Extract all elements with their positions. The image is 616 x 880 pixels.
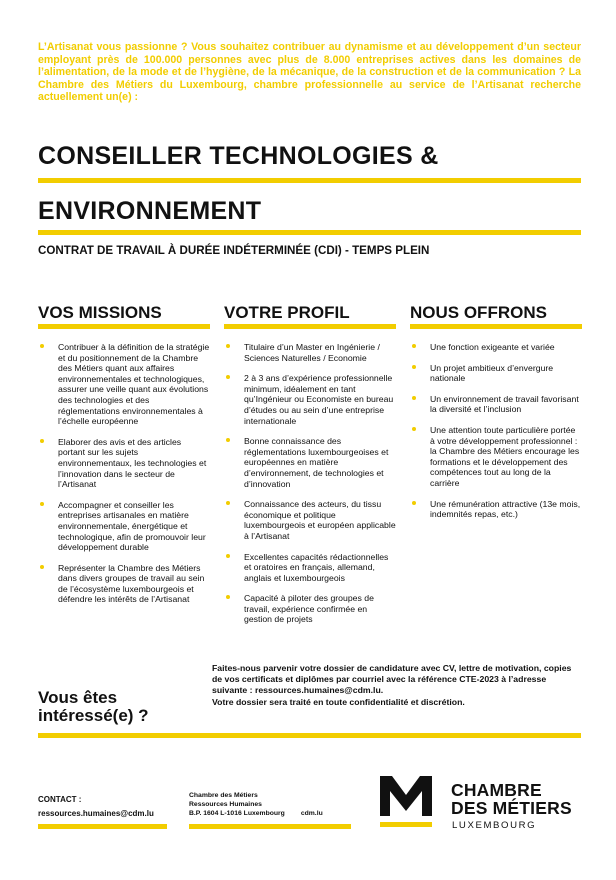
offer-column (410, 303, 582, 530)
chambre-des-metiers-logo-icon (380, 776, 432, 816)
bullet-icon (226, 595, 230, 599)
bullet-icon (412, 396, 416, 400)
missions-list (38, 342, 210, 605)
bullet-icon (226, 375, 230, 379)
contact-block (38, 795, 154, 818)
list-item-text: Représenter la Chambre des Métiers dans divers groupes de travail au sein de l’écosystème luxembourgeois et défendre les intérêts de l’Artisanat (58, 562, 205, 605)
list-item-text: Connaissance des acteurs, du tissu économique et politique luxembourgeois et européen applicable à l’Artisanat (244, 499, 396, 541)
list-item (410, 394, 582, 415)
list-item (224, 499, 396, 541)
list-item-text: 2 à 3 ans d’expérience professionnelle minimum, idéalement en tant qu’Ingénieur ou Economiste en bureau d’études ou au sein d’une entreprise internationale (244, 373, 394, 426)
confidentiality-text: Votre dossier sera traité en toute confidentialité et discrétion. (212, 696, 465, 707)
logo-underline (380, 822, 432, 827)
address-line-3: B.P. 1604 L-1016 Luxembourg (189, 810, 285, 817)
bullet-icon (226, 344, 230, 348)
list-item (410, 425, 582, 489)
profile-heading-underline (224, 324, 396, 329)
bullet-icon (226, 501, 230, 505)
list-item (224, 342, 396, 363)
bullet-icon (40, 344, 44, 348)
list-item (224, 593, 396, 625)
contact-underline (38, 824, 167, 829)
application-instructions (212, 663, 582, 708)
list-item-text: Une fonction exigeante et variée (430, 342, 555, 352)
missions-heading: VOS MISSIONS (38, 303, 162, 322)
logo-text-line-1: CHAMBRE (451, 780, 542, 800)
bullet-icon (40, 439, 44, 443)
bullet-icon (226, 438, 230, 442)
interest-underline (38, 733, 581, 738)
bullet-icon (40, 502, 44, 506)
interest-line-2: intéressé(e) ? (38, 706, 149, 725)
address-line-1: Chambre des Métiers (189, 792, 258, 799)
list-item-text: Un environnement de travail favorisant la diversité et l’inclusion (430, 393, 579, 415)
list-item-text: Bonne connaissance des réglementations luxembourgeoises et européennes en matière d’environnement, de technologies et d’innovation (244, 436, 389, 489)
bullet-icon (412, 501, 416, 505)
list-item (410, 363, 582, 384)
list-item (410, 342, 582, 353)
bullet-icon (412, 344, 416, 348)
profile-list (224, 342, 396, 625)
list-item (38, 437, 210, 490)
list-item-text: Une attention toute particulière portée à votre développement professionnel : la Chambre des Métiers encourage les formations et le développement des compétences tout au long de la carrière (430, 424, 580, 488)
title-underline-1 (38, 178, 581, 183)
list-item (410, 499, 582, 520)
application-text: Faites-nous parvenir votre dossier de candidature avec CV, lettre de motivation, copies de vos certificats et diplômes par courriel avec la référence CTE-2023 à l’adresse suivante : ressources.humaines@cdm.lu. (212, 663, 572, 696)
list-item (38, 500, 210, 553)
offer-heading-underline (410, 324, 582, 329)
bullet-icon (40, 565, 44, 569)
logo-text-line-3: LUXEMBOURG (452, 820, 537, 831)
contract-type: CONTRAT DE TRAVAIL À DURÉE INDÉTERMINÉE (CDI) - TEMPS PLEIN (38, 244, 430, 257)
bullet-icon (412, 427, 416, 431)
list-item-text: Une rémunération attractive (13e mois, indemnités repas, etc.) (430, 498, 581, 520)
list-item (224, 552, 396, 584)
logo-text-line-2: DES MÉTIERS (451, 798, 572, 818)
intro-paragraph: L’Artisanat vous passionne ? Vous souhaitez contribuer au dynamisme et au développement d’un secteur employant près de 100.000 personnes avec plus de 8.000 entreprises actives dans les domaines de l’alimentation, de la mode et de l’hygiène, de la mécanique, de la construction et de la communication ? La Chambre des Métiers du Luxembourg, chambre professionnelle au service de l’Artisanat recherche actuellement un(e) : (38, 41, 581, 104)
job-title-line-2: ENVIRONNEMENT (38, 197, 262, 225)
list-item-text: Capacité à piloter des groupes de travail, expérience confirmée en gestion de projets (244, 593, 374, 625)
offer-list (410, 342, 582, 520)
address-line-2: Ressources Humaines (189, 801, 262, 808)
profile-heading: VOTRE PROFIL (224, 303, 350, 322)
list-item-text: Elaborer des avis et des articles portant sur les sujets environnementaux, les technologies et l’innovation dans le secteur de l’Artisanat (58, 436, 207, 490)
postal-address (189, 791, 323, 818)
title-underline-2 (38, 230, 581, 235)
missions-heading-underline (38, 324, 210, 329)
missions-column (38, 303, 210, 615)
list-item (224, 373, 396, 426)
offer-heading: NOUS OFFRONS (410, 303, 547, 322)
address-underline (189, 824, 351, 829)
contact-label: CONTACT : (38, 795, 82, 804)
list-item (38, 563, 210, 605)
address-line-3-row (189, 809, 323, 818)
list-item (38, 342, 210, 427)
list-item-text: Un projet ambitieux d’envergure nationale (430, 362, 554, 384)
list-item-text: Contribuer à la définition de la stratégie et du positionnement de la Chambre des Métiers quant aux affaires environnementales et technologiques, assurer une veille quant aux évolutions des technologies et des réglementations environnementales à l’échelle européenne (58, 342, 210, 427)
interest-line-1: Vous êtes (38, 688, 118, 707)
bullet-icon (226, 554, 230, 558)
job-title-line-1: CONSEILLER TECHNOLOGIES & (38, 142, 439, 170)
profile-column (224, 303, 396, 635)
bullet-icon (412, 365, 416, 369)
website-link[interactable]: cdm.lu (300, 810, 323, 817)
list-item-text: Excellentes capacités rédactionnelles et oratoires en français, allemand, anglais et luxembourgeois (244, 551, 389, 583)
list-item-text: Titulaire d’un Master en Ingénierie / Sciences Naturelles / Economie (244, 342, 380, 363)
list-item (224, 436, 396, 489)
interest-heading (38, 689, 149, 725)
contact-email-link[interactable]: ressources.humaines@cdm.lu (38, 809, 154, 818)
list-item-text: Accompagner et conseiller les entreprises artisanales en matière environnementale, énergétique et technologique, afin de promouvoir leur développement durable (58, 499, 206, 553)
